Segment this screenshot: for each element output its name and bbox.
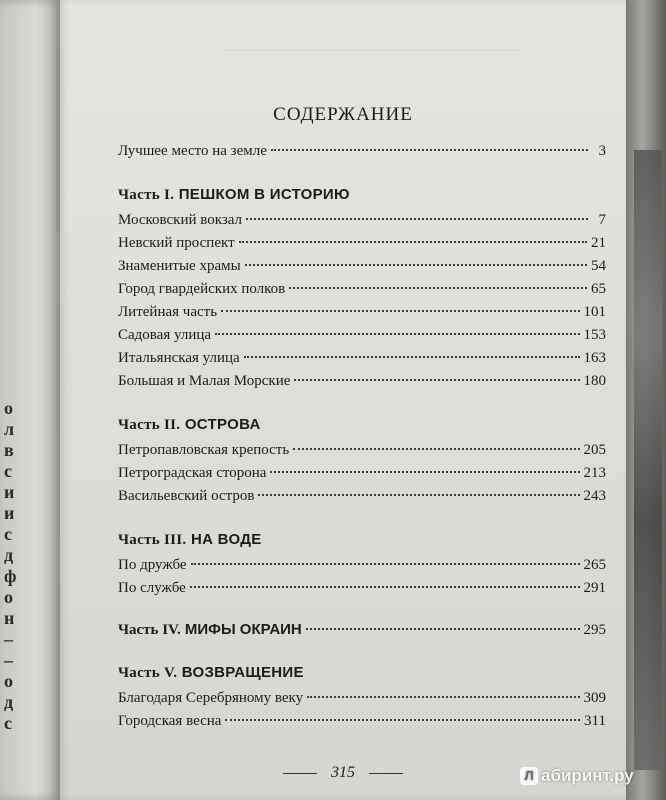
leader-dots (293, 447, 579, 450)
watermark-text: абиринт.ру (541, 766, 634, 785)
toc-entry (118, 232, 606, 255)
leader-dots (215, 332, 579, 335)
left-page-fragment: с (4, 524, 12, 544)
toc-entry (118, 485, 606, 508)
toc-part-number: Часть II. (118, 417, 181, 433)
left-page-fragment: л (4, 419, 15, 439)
page-title: СОДЕРЖАНИЕ (273, 104, 413, 125)
leader-dots (270, 470, 579, 473)
toc-part-heading (118, 659, 606, 687)
toc-entry-page: 3 (598, 143, 606, 159)
toc-part-number: Часть III. (118, 532, 187, 548)
toc-entry-page: 180 (583, 373, 606, 389)
leader-dots (258, 493, 579, 496)
toc-part-heading (118, 411, 606, 439)
toc-part-title (118, 416, 261, 433)
toc-part-heading (118, 181, 606, 209)
toc-part-name: МИФЫ ОКРАИН (184, 621, 302, 638)
left-page-fragment: и (4, 482, 15, 502)
right-page-edge (626, 0, 666, 800)
toc-entry-page: 213 (583, 465, 606, 481)
toc-entry-page: 101 (583, 304, 606, 320)
leader-dots (307, 695, 579, 698)
toc-entry-title: Город гвардейских полков (118, 281, 286, 297)
toc-entry (118, 324, 606, 347)
leader-dots (239, 240, 587, 243)
toc-entry (118, 687, 606, 710)
toc-entry (118, 347, 606, 370)
toc-entry-title: Садовая улица (118, 327, 212, 343)
toc-entry-title: Петропавловская крепость (118, 442, 290, 458)
toc-part-number: Часть I. (118, 187, 175, 203)
toc-part-name: ПЕШКОМ В ИСТОРИЮ (178, 186, 350, 203)
toc-entry (118, 439, 606, 462)
toc-entry-page: 205 (583, 442, 606, 458)
toc-entry-page: 265 (583, 557, 606, 573)
toc-part-name: ОСТРОВА (184, 416, 261, 433)
toc-entry (118, 710, 606, 733)
toc-entry (118, 301, 606, 324)
toc-entry-page: 7 (598, 212, 606, 228)
footer-rule-right (369, 773, 403, 774)
toc-entry-title: Московский вокзал (118, 212, 243, 228)
leader-dots (289, 286, 587, 289)
toc-entry-title: Благодаря Серебряному веку (118, 690, 304, 706)
left-page-fragment: – (4, 629, 13, 649)
toc-part-name: НА ВОДЕ (190, 531, 262, 548)
leader-dots (190, 585, 580, 588)
toc-entry-title: Лучшее место на земле (118, 143, 267, 159)
toc-entry-title: Петроградская сторона (118, 465, 267, 481)
watermark-logo-icon: Л (520, 767, 538, 785)
left-page-fragment: о (4, 671, 13, 691)
leader-dots (246, 217, 588, 220)
toc-entry-page: 65 (591, 281, 606, 297)
left-page-fragment: д (4, 692, 14, 712)
toc-part-title (118, 186, 350, 203)
toc-entry (118, 209, 606, 232)
left-page-fragment: ф (4, 566, 17, 586)
left-page-fragment: д (4, 545, 14, 565)
toc-entry-title: По дружбе (118, 557, 187, 573)
toc-entry-page: 243 (583, 488, 606, 504)
toc-entry (118, 255, 606, 278)
toc-part-title (118, 618, 302, 642)
toc-part-name: ВОЗВРАЩЕНИЕ (181, 664, 304, 681)
toc-entry-title: Большая и Малая Морские (118, 373, 291, 389)
adjacent-photo-edge (634, 150, 662, 770)
leader-dots (306, 627, 580, 630)
toc-entry-title: Знаменитые храмы (118, 258, 241, 274)
leader-dots (221, 309, 579, 312)
toc-part-title (118, 531, 262, 548)
toc-entry-title: Невский проспект (118, 235, 235, 251)
toc-part-heading (118, 618, 606, 641)
toc-entry-page: 309 (583, 690, 606, 706)
toc-entry (118, 278, 606, 301)
toc-entry (118, 577, 606, 600)
toc-entry-page: 21 (591, 235, 606, 251)
left-page-fragment: с (4, 461, 12, 481)
toc-part-page: 295 (583, 622, 606, 638)
left-page-fragment: в (4, 440, 14, 460)
book-page (60, 0, 626, 800)
left-page-fragment: н (4, 608, 15, 628)
toc-entry-title: Городская весна (118, 713, 222, 729)
toc-entry-page: 291 (583, 580, 606, 596)
page-number: 315 (331, 764, 355, 781)
toc-entry-page: 153 (583, 327, 606, 343)
left-page-fragment: о (4, 587, 13, 607)
toc-entry-title: Литейная часть (118, 304, 218, 320)
toc-part-heading (118, 526, 606, 554)
toc-entry (118, 462, 606, 485)
watermark (520, 766, 634, 786)
leader-dots (271, 148, 588, 151)
leader-dots (245, 263, 587, 266)
toc-entry-title: По службе (118, 580, 186, 596)
toc-entry-page: 311 (584, 713, 606, 729)
toc-part-title (118, 664, 304, 681)
toc-entry (118, 370, 606, 393)
toc-entry-page: 163 (583, 350, 606, 366)
left-page-fragment: и (4, 503, 15, 523)
leader-dots (244, 355, 580, 358)
toc-entry-page: 54 (591, 258, 606, 274)
left-page-fragment: о (4, 398, 13, 418)
toc-entry-title: Васильевский остров (118, 488, 255, 504)
leader-dots (225, 718, 580, 721)
toc-part-number: Часть IV. (118, 622, 181, 638)
left-page-fragment: – (4, 650, 13, 670)
footer-rule-left (283, 773, 317, 774)
leader-dots (294, 378, 579, 381)
leader-dots (191, 562, 580, 565)
toc-part-number: Часть V. (118, 665, 178, 681)
left-page-edge (0, 0, 60, 800)
toc-entry (118, 554, 606, 577)
left-page-fragment: с (4, 713, 12, 733)
show-through-text (220, 36, 520, 69)
toc-entry-intro (118, 140, 606, 163)
table-of-contents (118, 140, 606, 733)
toc-entry-title: Итальянская улица (118, 350, 240, 366)
